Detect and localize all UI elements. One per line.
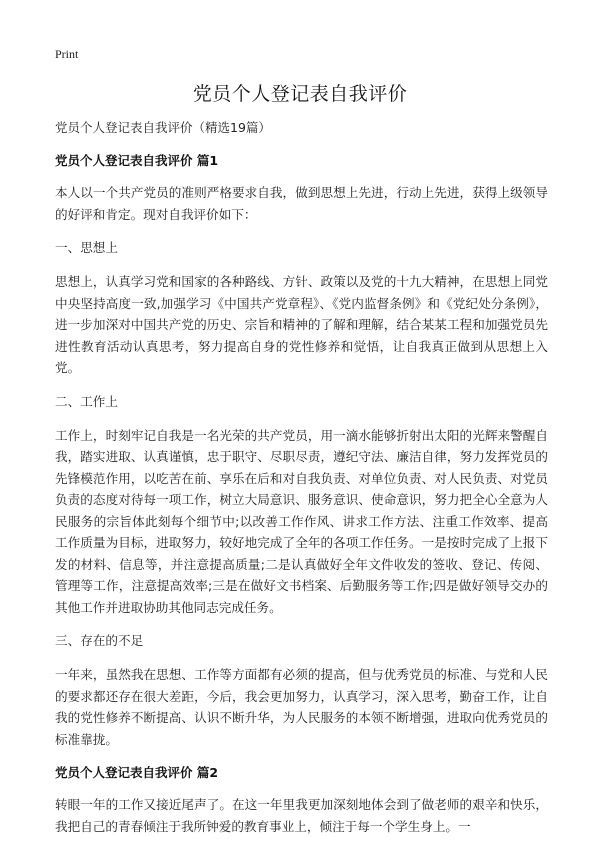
section-1-heading-thought: 一、思想上 <box>55 240 118 255</box>
section-1-title: 党员个人登记表自我评价 篇1 <box>55 153 219 168</box>
section-1-paragraph-thought: 思想上，认真学习党和国家的各种路线、方针、政策以及党的十九大精神，在思想上同党中央坚持高度一致,加强学习《中国共产党章程》、《党内监督条例》和《党纪处分条例》，进一步加深对中国共产党的历史、宗旨和精神的了解和理解，结合某某工程和加强党员先进性教育活动认真思考，努力提高自身的党性修养和觉悟，让自我真正做到从思想上入党。 <box>55 274 548 375</box>
section-2-title: 党员个人登记表自我评价 篇2 <box>55 765 219 780</box>
section-1-intro: 本人以一个共产党员的准则严格要求自我，做到思想上先进，行动上先进，获得上级领导的好评和肯定。现对自我评价如下： <box>55 185 548 222</box>
document-subtitle: 党员个人登记表自我评价（精选19篇） <box>55 120 271 135</box>
section-1-paragraph-shortcomings: 一年来，虽然我在思想、工作等方面都有必须的提高，但与优秀党员的标准、与党和人民的要求都还存在很大差距，今后，我会更加努力，认真学习，深入思考，勤奋工作，让自我的党性修养不断提高、认识不断升华，为人民服务的本领不断增强，进取向优秀党员的标准靠拢。 <box>55 667 548 747</box>
section-1-heading-shortcomings: 三、存在的不足 <box>55 633 144 648</box>
section-1-paragraph-work: 工作上，时刻牢记自我是一名光荣的共产党员，用一滴水能够折射出太阳的光辉来警醒自我，踏实进取、认真谨慎，忠于职守、尽职尽责，遵纪守法、廉洁自律，努力发挥党员的先锋模范作用，以吃苦在前、享乐在后和对自我负责、对单位负责、对人民负责、对党员负责的态度对待每一项工作，树立大局意识、服务意识、使命意识，努力把全心全意为人民服务的宗旨体此刻每个细节中;以改善工作作风、讲求工作方法、注重工作效率、提高工作质量为目标，进取努力，较好地完成了全年的各项工作任务。一是按时完成了上报下发的材料、信息等，并注意提高质量;二是认真做好全年文件收发的签收、登记、传阅、管理等工作，注意提高效率;三是在做好文书档案、后勤服务等工作;四是做好领导交办的其他工作并进取协助其他同志完成任务。 <box>55 427 548 615</box>
section-2-paragraph: 转眼一年的工作又接近尾声了。在这一年里我更加深刻地体会到了做老师的艰辛和快乐，我把自己的青春倾注于我所钟爱的教育事业上，倾注于每一个学生身上。一 <box>55 797 548 834</box>
section-1-heading-work: 二、工作上 <box>55 393 118 409</box>
document-body <box>55 118 548 850</box>
print-link[interactable]: Print <box>55 47 79 61</box>
page-title: 党员个人登记表自我评价 <box>192 83 408 105</box>
